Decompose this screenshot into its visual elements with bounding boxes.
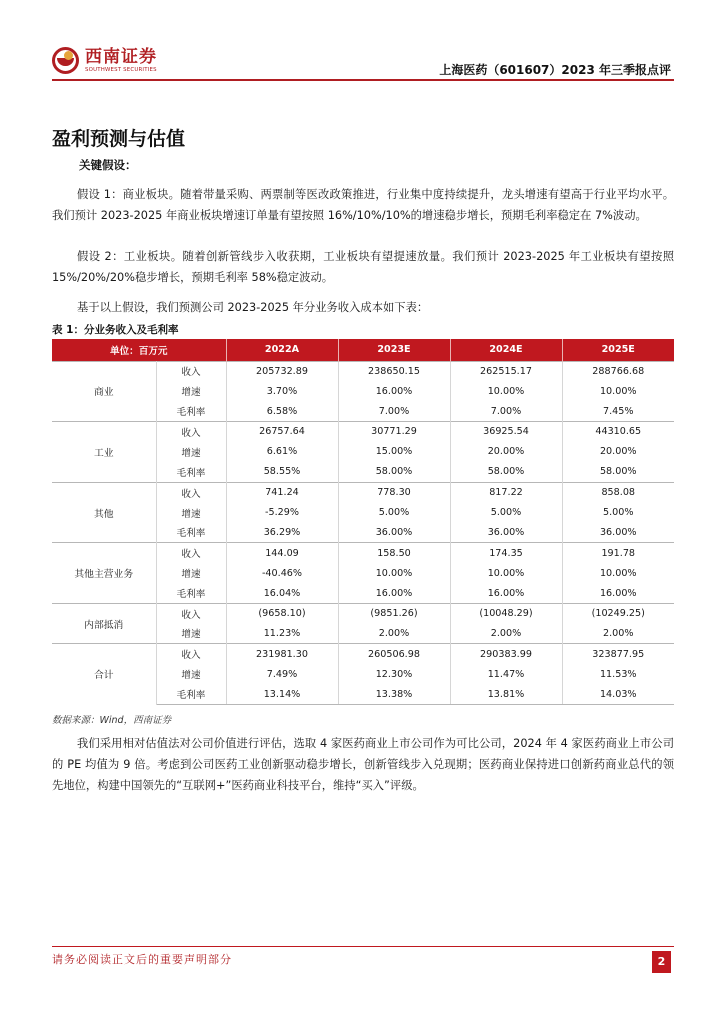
- page-number: 2: [652, 951, 671, 973]
- brand-logo: [52, 42, 157, 78]
- table-cell: 858.08: [562, 482, 674, 502]
- table-cell: (10249.25): [562, 603, 674, 623]
- table-cell: 20.00%: [450, 442, 562, 462]
- table-cell: 58.00%: [599, 466, 637, 478]
- table-cell: 5.00%: [338, 502, 450, 522]
- key-assumptions-label: 关键假设：: [79, 158, 137, 172]
- year-header: 2023E: [338, 339, 450, 361]
- metric-label: 收入: [156, 482, 226, 502]
- table-cell: 741.24: [226, 482, 338, 502]
- header-divider: [52, 79, 674, 81]
- table-cell: 174.35: [450, 543, 562, 563]
- table-cell: 13.38%: [338, 684, 450, 704]
- table-row: [52, 603, 674, 623]
- table-cell: 238650.15: [338, 361, 450, 381]
- metric-label: 增速: [156, 664, 226, 684]
- table-cell: 205732.89: [226, 361, 338, 381]
- forecast-intro-paragraph: 基于以上假设，我们预测公司 2023-2025 年分业务收入成本如下表：: [77, 301, 429, 314]
- table-cell: 290383.99: [450, 644, 562, 664]
- table-cell: 231981.30: [226, 644, 338, 664]
- metric-label: 增速: [156, 381, 226, 401]
- table-cell: (9851.26): [338, 603, 450, 623]
- year-header: 2025E: [562, 339, 674, 361]
- table-cell: 262515.17: [450, 361, 562, 381]
- table-row: [52, 482, 674, 502]
- brand-name-cn: 西南证券: [85, 46, 157, 67]
- table-cell: 13.14%: [226, 684, 338, 704]
- table-cell: 7.00%: [338, 401, 450, 421]
- section-title: 盈利预测与估值: [52, 128, 186, 150]
- table-cell: 15.00%: [338, 442, 450, 462]
- segment-label: 其他主营业务: [52, 543, 156, 604]
- table-cell: 36925.54: [450, 422, 562, 442]
- metric-label: 毛利率: [156, 462, 226, 482]
- year-header: 2022A: [226, 339, 338, 361]
- table-cell: 10.00%: [338, 563, 450, 583]
- table-row: [52, 543, 674, 563]
- table-cell: 323877.95: [562, 644, 674, 664]
- table-cell: 13.81%: [450, 684, 562, 704]
- segment-label: 内部抵消: [52, 603, 156, 643]
- metric-label: 收入: [156, 361, 226, 381]
- table-cell: 817.22: [450, 482, 562, 502]
- table-cell: 5.00%: [450, 502, 562, 522]
- year-header: 2024E: [450, 339, 562, 361]
- brand-name-en: SOUTHWEST SECURITIES: [85, 66, 157, 73]
- table-cell: 158.50: [338, 543, 450, 563]
- metric-label: 收入: [156, 422, 226, 442]
- table-cell: 7.45%: [603, 405, 634, 417]
- table-cell: 2.00%: [338, 624, 450, 644]
- table-cell: 2.00%: [603, 627, 634, 639]
- table-row: [52, 422, 674, 442]
- table-source: 数据来源：Wind，西南证券: [52, 715, 172, 726]
- table-cell: 16.00%: [599, 587, 637, 599]
- table-cell: 260506.98: [338, 644, 450, 664]
- metric-label: 增速: [156, 442, 226, 462]
- disclaimer-note: 请务必阅读正文后的重要声明部分: [52, 953, 232, 966]
- table-cell: 16.04%: [226, 583, 338, 603]
- table-cell: 10.00%: [599, 567, 637, 579]
- table-cell: 44310.65: [562, 422, 674, 442]
- table-cell: 11.47%: [450, 664, 562, 684]
- table-cell: 7.49%: [226, 664, 338, 684]
- table-cell: 58.00%: [338, 462, 450, 482]
- table-cell: 16.00%: [338, 381, 450, 401]
- table-cell: 36.00%: [338, 523, 450, 543]
- metric-label: 毛利率: [156, 583, 226, 603]
- metric-label: 毛利率: [156, 684, 226, 704]
- table-row: [52, 361, 674, 381]
- table-cell: 6.61%: [226, 442, 338, 462]
- table-cell: 11.53%: [599, 668, 637, 680]
- table-cell: 16.00%: [338, 583, 450, 603]
- table-cell: 58.55%: [226, 462, 338, 482]
- table-cell: 10.00%: [450, 381, 562, 401]
- table-cell: 288766.68: [562, 361, 674, 381]
- unit-header: 单位：百万元: [52, 339, 226, 361]
- table-cell: 12.30%: [338, 664, 450, 684]
- assumption-1-paragraph: 假设 1：商业板块。随着带量采购、两票制等医改政策推进，行业集中度持续提升，龙头增速有望高于行业平均水平。我们预计 2023-2025 年商业板块增速订单量有望按照 16%/10%/10%的增速稳步增长，预期毛利率稳定在 7%波动。: [52, 188, 674, 222]
- table-row: [52, 644, 674, 664]
- assumption-2-paragraph: 假设 2：工业板块。随着创新管线步入收获期，工业板块有望提速放量。我们预计 2023-2025 年工业板块有望按照 15%/20%/20%稳步增长，预期毛利率 58%稳定波动。: [52, 250, 674, 284]
- table-cell: 10.00%: [599, 385, 637, 397]
- brand-text: [85, 47, 157, 74]
- table-cell: 20.00%: [599, 446, 637, 458]
- metric-label: 毛利率: [156, 401, 226, 421]
- table-cell: 191.78: [562, 543, 674, 563]
- table-cell: 10.00%: [450, 563, 562, 583]
- table-cell: 778.30: [338, 482, 450, 502]
- table-cell: 16.00%: [450, 583, 562, 603]
- metric-label: 增速: [156, 624, 226, 644]
- table-body: [52, 361, 674, 705]
- metric-label: 收入: [156, 543, 226, 563]
- table-caption: 表 1：分业务收入及毛利率: [52, 324, 179, 336]
- segment-label: 工业: [52, 422, 156, 483]
- table-cell: (10048.29): [450, 603, 562, 623]
- page-header: [0, 0, 724, 82]
- table-cell: 6.58%: [226, 401, 338, 421]
- table-cell: 5.00%: [603, 507, 634, 519]
- table-cell: 36.00%: [450, 523, 562, 543]
- table-cell: 7.00%: [450, 401, 562, 421]
- metric-label: 收入: [156, 644, 226, 664]
- valuation-paragraph: 我们采用相对估值法对公司价值进行评估，选取 4 家医药商业上市公司作为可比公司，2024 年 4 家医药商业上市公司的 PE 均值为 9 倍。考虑到公司医药工业创新驱动稳步增长，创新管线步入兑现期；医药商业保持进口创新药商业总代的领先地位，构建中国领先的“互联网+”医药商业科技平台，维持“买入”评级。: [52, 737, 674, 792]
- metric-label: 增速: [156, 563, 226, 583]
- table-cell: 30771.29: [338, 422, 450, 442]
- metric-label: 收入: [156, 603, 226, 623]
- segment-label: 合计: [52, 644, 156, 705]
- table-header-row: [52, 339, 674, 361]
- metric-label: 毛利率: [156, 523, 226, 543]
- table-cell: 36.29%: [226, 523, 338, 543]
- revenue-margin-table: [52, 339, 674, 705]
- brand-logo-icon: [52, 47, 79, 74]
- segment-label: 其他: [52, 482, 156, 543]
- table-cell: 144.09: [226, 543, 338, 563]
- report-title: 上海医药（601607）2023 年三季报点评: [439, 63, 671, 77]
- table-cell: 2.00%: [450, 624, 562, 644]
- segment-label: 商业: [52, 361, 156, 422]
- table-cell: (9658.10): [226, 603, 338, 623]
- table-cell: 3.70%: [226, 381, 338, 401]
- table-cell: 36.00%: [599, 526, 637, 538]
- table-cell: -5.29%: [226, 502, 338, 522]
- table-cell: 14.03%: [562, 684, 674, 704]
- table-cell: 58.00%: [450, 462, 562, 482]
- metric-label: 增速: [156, 502, 226, 522]
- table-cell: 26757.64: [226, 422, 338, 442]
- table-cell: -40.46%: [226, 563, 338, 583]
- table-cell: 11.23%: [226, 624, 338, 644]
- footer-divider: [52, 946, 674, 947]
